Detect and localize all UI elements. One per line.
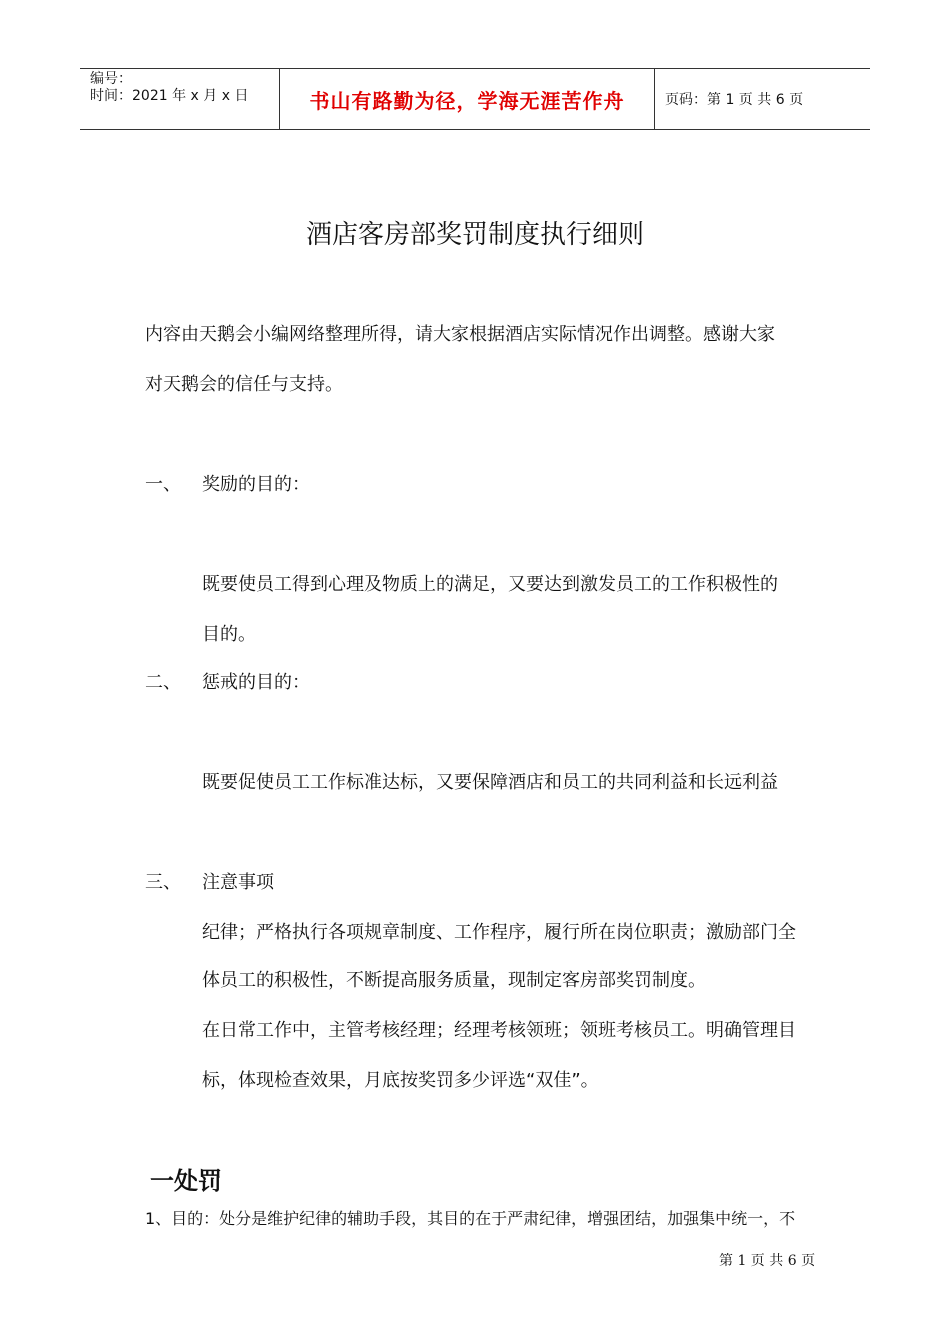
item-1: 1、目的：处分是维护纪律的辅助手段，其目的在于严肃纪律，增强团结，加强集中统一，不 xyxy=(145,1209,796,1228)
section-3-number: 三、 xyxy=(145,872,181,893)
section-2-body-1: 既要促使员工工作标准达标，又要保障酒店和员工的共同利益和长远利益 xyxy=(202,772,778,793)
section-heading-penalty: 一处罚 xyxy=(150,1167,222,1195)
section-1-body-2: 目的。 xyxy=(202,624,256,645)
page-header xyxy=(80,68,870,130)
section-3-heading: 注意事项 xyxy=(202,872,274,893)
page-footer: 第 1 页 共 6 页 xyxy=(719,1253,816,1269)
number-label: 编号： xyxy=(90,71,132,87)
document-title: 酒店客房部奖罚制度执行细则 xyxy=(305,220,644,250)
section-1-number: 一、 xyxy=(145,474,181,495)
section-3-body-1: 纪律；严格执行各项规章制度、工作程序，履行所在岗位职责；激励部门全 xyxy=(202,922,796,943)
section-1-heading: 奖励的目的： xyxy=(202,474,310,495)
intro-line-1: 内容由天鹅会小编网络整理所得，请大家根据酒店实际情况作出调整。感谢大家 xyxy=(145,324,775,345)
section-2-number: 二、 xyxy=(145,672,181,693)
section-1-body-1: 既要使员工得到心理及物质上的满足，又要达到激发员工的工作积极性的 xyxy=(202,574,778,595)
time-label: 时间：2021 年 x 月 x 日 xyxy=(90,88,249,104)
section-2-heading: 惩戒的目的： xyxy=(202,672,310,693)
section-3-body-2: 体员工的积极性，不断提高服务质量，现制定客房部奖罚制度。 xyxy=(202,970,706,991)
intro-line-2: 对天鹅会的信任与支持。 xyxy=(145,374,343,395)
header-meta xyxy=(80,69,280,129)
section-3-body-4: 标，体现检查效果，月底按奖罚多少评选“双佳”。 xyxy=(202,1070,599,1091)
header-motto: 书山有路勤为径，学海无涯苦作舟 xyxy=(280,69,655,129)
header-page-info: 页码：第 1 页 共 6 页 xyxy=(665,92,804,108)
section-3-body-3: 在日常工作中，主管考核经理；经理考核领班；领班考核员工。明确管理目 xyxy=(202,1020,796,1041)
